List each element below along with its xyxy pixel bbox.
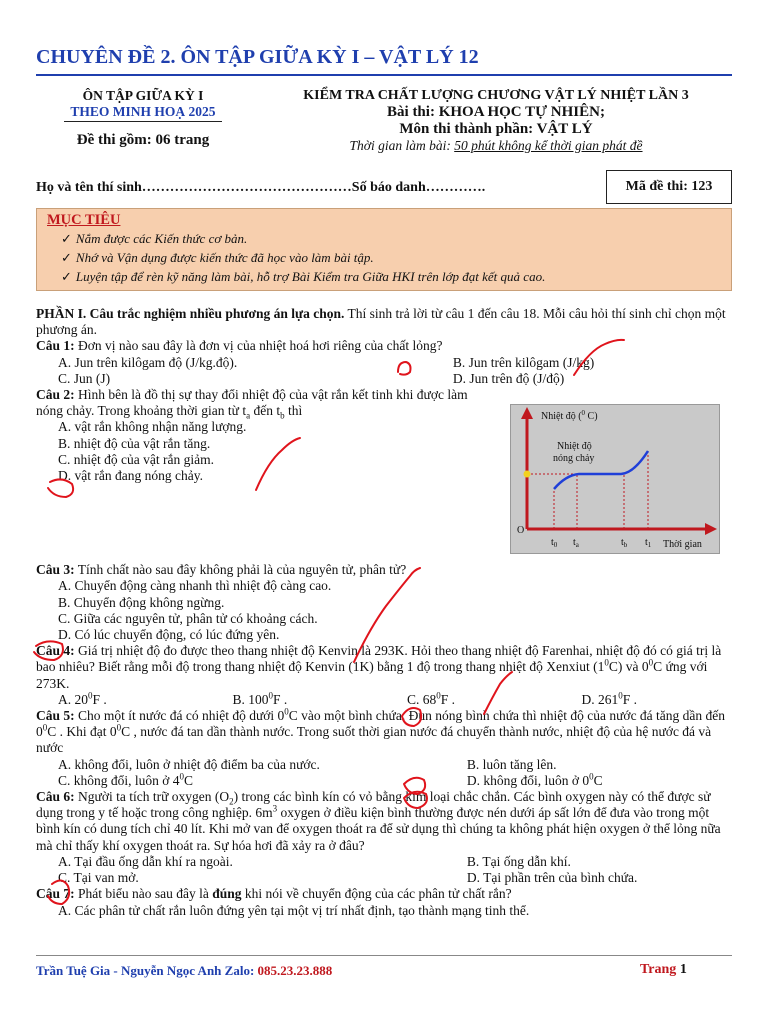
goal-item: ✓ Nhớ và Vận dụng được kiến thức đã học vào làm bài tập. [61, 250, 374, 265]
tick-t1: $t_1$ [645, 537, 652, 549]
question-6: Câu 6: Người ta tích trữ oxygen $(O_2)$ trong các bình kín có vỏ bằng kim loại chắc chắn. Các bình oxygen này có thể được sử dụng trong y tế hoặc trong công nghiệp. $6m^3$ oxygen ở điều kiện bình thường được nén dưới áp sất lớn để đưa vào trong một bình kín có dung tích chỉ 40 lít. Khi mở van để oxygen thoát ra để sử dụng thì chúng ta không phát hiện oxygen ở thể lỏng nữa mà chỉ thấy khí oxygen thoát ra. Sự hóa hơi đã xảy ra ở đâu? [36, 789, 721, 853]
q4-option-d[interactable]: D. $261^0F$ . [581, 690, 638, 707]
exam-subject: Bài thi: KHOA HỌC TỰ NHIÊN; [387, 104, 605, 120]
q2-option-c[interactable]: C. nhiệt độ của vật rắn giảm. [58, 451, 214, 467]
melting-graph [510, 404, 720, 554]
check-icon: ✓ [61, 250, 72, 265]
check-icon: ✓ [61, 231, 72, 246]
exam-component: Môn thi thành phần: VẬT LÝ [399, 121, 593, 137]
q5-options-row1 [36, 757, 734, 773]
q4-option-a[interactable]: A. $20^0F$ . [58, 690, 107, 707]
tick-tb: $t_b$ [621, 537, 628, 549]
questions [36, 306, 734, 919]
goals-title: MỤC TIÊU [47, 212, 121, 228]
question-7: Câu 7: Phát biểu nào sau đây là đúng khi nói về chuyển động của các phân tử chất rắn? [36, 886, 512, 902]
origin-label: O [517, 525, 525, 536]
header-right [256, 88, 736, 154]
q4-option-c[interactable]: C. $68^0F$ . [407, 690, 456, 707]
document-title: CHUYÊN ĐỀ 2. ÔN TẬP GIỮA KỲ I – VẬT LÝ 12 [36, 46, 479, 68]
x-axis-label: Thời gian [663, 539, 702, 550]
q3-option-c[interactable]: C. Giữa các nguyên tử, phân tử có khoảng cách. [58, 610, 318, 626]
q7-option-a[interactable]: A. Các phân tử chất rắn luôn đứng yên tại một vị trí nhất định, tạo thành mạng tinh thể. [58, 902, 530, 918]
melting-graph-svg [511, 405, 721, 555]
goal-item: ✓ Nắm được các Kiến thức cơ bản. [61, 231, 248, 246]
q5-option-a[interactable]: A. không đổi, luôn ở nhiệt độ điểm ba của nước. [58, 756, 320, 772]
q5-options-row2 [36, 773, 734, 789]
q1-option-d[interactable]: D. Jun trên độ (J/độ) [452, 370, 565, 386]
footer-rule [36, 955, 732, 956]
tick-t0: $t_0$ [551, 537, 558, 549]
q2-option-b[interactable]: B. nhiệt độ của vật rắn tăng. [58, 435, 211, 451]
review-label: ÔN TẬP GIỮA KỲ I [82, 88, 204, 103]
q6-option-b[interactable]: B. Tại ống dẫn khí. [466, 853, 571, 869]
goal-item: ✓ Luyện tập để rèn kỹ năng làm bài, hỗ trợ Bài Kiểm tra Giữa HKI trên lớp đạt kết quả cao. [61, 269, 546, 284]
exam-time: Thời gian làm bài: 50 phút không kể thời gian phát đề [349, 138, 643, 153]
tick-ta: $t_a$ [573, 537, 579, 549]
curve-label-1: Nhiệt độ [557, 441, 592, 452]
curve-label-2: nóng chảy [553, 453, 595, 464]
title-rule [36, 74, 732, 76]
q6-option-a[interactable]: A. Tại đầu ống dẫn khí ra ngoài. [58, 853, 233, 869]
q2-option-d[interactable]: D. vật rắn đang nóng chảy. [58, 468, 203, 484]
q6-option-d[interactable]: D. Tại phần trên của bình chứa. [466, 870, 638, 886]
q2-option-a[interactable]: A. vật rắn không nhận năng lượng. [58, 419, 247, 435]
q1-options-row2 [36, 371, 734, 387]
question-4: Câu 4: Giá trị nhiệt độ đo được theo thang nhiệt độ Kenvin là 293K. Hỏi theo thang nhiệt độ Farenhai, nhiệt độ đó có giá trị là bao nhiêu? Biết rằng mỗi độ trong thang nhiệt độ Kenvin (1K) bằng 1 độ trong thang nhiệt độ Xenxiut $(1^0C)$ và $0^0C$ ứng với 273K. [36, 643, 722, 691]
sample-label: THEO MINH HOẠ 2025 [64, 104, 221, 122]
student-info-line: Họ và tên thí sinh………………………………………Số báo danh…………. [36, 180, 486, 195]
q6-options-row1 [36, 854, 734, 870]
q1-option-b[interactable]: B. Jun trên kilôgam (J/kg) [452, 354, 595, 370]
page-number: Trang 1 [640, 962, 687, 977]
part1-heading: PHẦN I. Câu trắc nghiệm nhiều phương án lựa chọn. Thí sinh trả lời từ câu 1 đến câu 18. Mỗi câu hỏi thí sinh chỉ chọn một phương án. [36, 306, 726, 338]
header-left [36, 88, 250, 149]
q1-option-c[interactable]: C. Jun (J) [58, 370, 111, 386]
question-1: Câu 1: Đơn vị nào sau đây là đơn vị của nhiệt hoá hơi riêng của chất lỏng? [36, 338, 443, 354]
page-count: Đề thi gồm: 06 trang [76, 132, 210, 148]
q5-option-d[interactable]: D. không đổi, luôn ở $0^0C$ [466, 771, 603, 788]
x-axis-arrow [705, 523, 717, 535]
goals-box [36, 208, 732, 291]
q6-option-c[interactable]: C. Tại van mở. [58, 870, 139, 886]
y-axis-label: Nhiệt độ ($^0$ C) [541, 409, 598, 422]
q5-option-b[interactable]: B. luôn tăng lên. [466, 756, 557, 772]
exam-name: KIỂM TRA CHẤT LƯỢNG CHƯƠNG VẬT LÝ NHIỆT LẦN 3 [303, 88, 689, 103]
check-icon: ✓ [61, 269, 72, 284]
q5-option-c[interactable]: C. không đổi, luôn ở $4^0C$ [58, 771, 194, 788]
question-3: Câu 3: Tính chất nào sau đây không phải là của nguyên tử, phân tử? [36, 562, 407, 578]
question-2: Câu 2: Hình bên là đồ thị sự thay đổi nhiệt độ của vật rắn kết tinh khi được làm nóng chảy. Trong khoảng thời gian từ $t_a$ đến $t_b$ thì [36, 387, 468, 421]
q4-options [36, 692, 734, 708]
q3-option-b[interactable]: B. Chuyển động không ngừng. [58, 594, 225, 610]
question-5: Câu 5: Cho một ít nước đá có nhiệt độ dưới $0^0C$ vào một bình chứa. Đun nóng bình chứa thì nhiệt độ của nước đá tăng dần đến $0^0C$ . Khi đạt $0^0C$ , nước đá tan dần thành nước. Trong suốt thời gian nước đá chuyển thành nước, nhiệt độ của hệ nước đá và nước [36, 706, 726, 756]
q4-option-b[interactable]: B. $100^0F$ . [232, 690, 288, 707]
y-axis-arrow [521, 407, 533, 419]
q1-option-a[interactable]: A. Jun trên kilôgam độ (J/kg.độ). [58, 354, 238, 370]
q3-option-a[interactable]: A. Chuyển động càng nhanh thì nhiệt độ càng cao. [58, 578, 332, 594]
melting-point-marker [524, 471, 531, 478]
q1-options-row1 [36, 355, 734, 371]
q3-option-d[interactable]: D. Có lúc chuyển động, có lúc đứng yên. [58, 627, 280, 643]
exam-code-box: Mã đề thi: 123 [606, 170, 732, 204]
q6-options-row2 [36, 870, 734, 886]
footer-authors: Trần Tuệ Gia - Nguyễn Ngọc Anh Zalo: 085.23.23.888 [36, 963, 333, 978]
